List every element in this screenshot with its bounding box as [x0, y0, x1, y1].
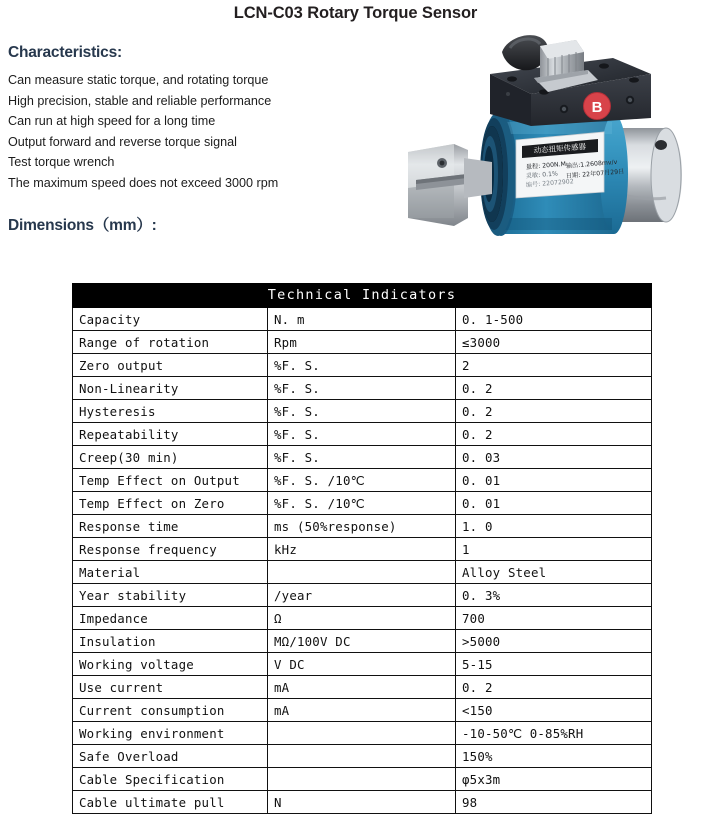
row-name: Use current	[73, 676, 268, 699]
product-photo	[398, 22, 711, 270]
row-unit: %F. S. /10℃	[268, 469, 456, 492]
svg-text:灵敏: 0.1%: 灵敏: 0.1%	[525, 170, 559, 180]
row-name: Temp Effect on Zero	[73, 492, 268, 515]
row-unit: ms (50%response)	[268, 515, 456, 538]
row-name: Range of rotation	[73, 331, 268, 354]
table-row	[73, 676, 652, 699]
characteristics-section	[8, 44, 408, 193]
row-name: Response time	[73, 515, 268, 538]
row-name: Year stability	[73, 584, 268, 607]
characteristics-item: Can measure static torque, and rotating torque	[8, 73, 269, 87]
row-unit	[268, 745, 456, 768]
svg-text:编号: 22072902: 编号: 22072902	[525, 178, 574, 189]
table-row	[73, 400, 652, 423]
row-unit: V DC	[268, 653, 456, 676]
svg-text:日期: 22年07月29日: 日期: 22年07月29日	[565, 168, 625, 180]
table-row	[73, 446, 652, 469]
row-value: 1. 0	[456, 515, 652, 538]
table-row	[73, 492, 652, 515]
table-row	[73, 699, 652, 722]
row-unit: %F. S.	[268, 446, 456, 469]
row-value: 0. 2	[456, 400, 652, 423]
row-value: 2	[456, 354, 652, 377]
row-name: Cable ultimate pull	[73, 791, 268, 814]
row-unit: Rpm	[268, 331, 456, 354]
row-value: 0. 2	[456, 377, 652, 400]
characteristics-item: Can run at high speed for a long time	[8, 114, 216, 128]
row-value: ≤3000	[456, 331, 652, 354]
row-name: Insulation	[73, 630, 268, 653]
row-name: Creep(30 min)	[73, 446, 268, 469]
table-body	[73, 308, 652, 814]
row-value: 150%	[456, 745, 652, 768]
row-value: 5-15	[456, 653, 652, 676]
row-value: -10-50℃ 0-85%RH	[456, 722, 652, 745]
table-title-row	[73, 284, 652, 308]
table-row	[73, 768, 652, 791]
row-name: Repeatability	[73, 423, 268, 446]
technical-indicators-table	[72, 283, 651, 814]
row-unit: Ω	[268, 607, 456, 630]
row-unit: kHz	[268, 538, 456, 561]
table-row	[73, 791, 652, 814]
table-row	[73, 561, 652, 584]
table-row	[73, 584, 652, 607]
row-unit: %F. S.	[268, 423, 456, 446]
row-value: 0. 03	[456, 446, 652, 469]
row-name: Cable Specification	[73, 768, 268, 791]
svg-text:B: B	[591, 99, 603, 116]
row-name: Non-Linearity	[73, 377, 268, 400]
row-unit: /year	[268, 584, 456, 607]
table-row	[73, 515, 652, 538]
row-unit: N. m	[268, 308, 456, 331]
row-value: <150	[456, 699, 652, 722]
row-value: 0. 3%	[456, 584, 652, 607]
row-name: Hysteresis	[73, 400, 268, 423]
row-unit	[268, 561, 456, 584]
table-row	[73, 722, 652, 745]
table-row	[73, 377, 652, 400]
table-row	[73, 354, 652, 377]
row-value: 98	[456, 791, 652, 814]
row-name: Temp Effect on Output	[73, 469, 268, 492]
table-row	[73, 607, 652, 630]
row-name: Working voltage	[73, 653, 268, 676]
row-name: Safe Overload	[73, 745, 268, 768]
dimensions-heading: Dimensions（mm）:	[8, 217, 157, 234]
row-unit: mA	[268, 676, 456, 699]
row-value: 0. 2	[456, 676, 652, 699]
table-row	[73, 653, 652, 676]
table-row	[73, 538, 652, 561]
row-name: Working environment	[73, 722, 268, 745]
row-unit: %F. S.	[268, 354, 456, 377]
row-value: 700	[456, 607, 652, 630]
characteristics-item: The maximum speed does not exceed 3000 rpm	[8, 175, 279, 190]
row-unit: %F. S.	[268, 400, 456, 423]
characteristics-item: Output forward and reverse torque signal	[8, 134, 237, 149]
row-unit: N	[268, 791, 456, 814]
badge-b	[584, 93, 611, 120]
row-value: 0. 2	[456, 423, 652, 446]
table-title: Technical Indicators	[73, 284, 652, 308]
table-row	[73, 630, 652, 653]
table-row	[73, 745, 652, 768]
row-value: 0. 01	[456, 469, 652, 492]
page-title: LCN-C03 Rotary Torque Sensor	[233, 4, 478, 22]
table-row	[73, 331, 652, 354]
row-unit: MΩ/100V DC	[268, 630, 456, 653]
table-row	[73, 308, 652, 331]
row-unit: %F. S.	[268, 377, 456, 400]
row-value: 1	[456, 538, 652, 561]
row-unit: %F. S. /10℃	[268, 492, 456, 515]
characteristics-heading: Characteristics:	[8, 44, 122, 61]
row-name: Zero output	[73, 354, 268, 377]
row-value: 0. 01	[456, 492, 652, 515]
row-name: Impedance	[73, 607, 268, 630]
table-row	[73, 423, 652, 446]
row-name: Current consumption	[73, 699, 268, 722]
row-unit	[268, 722, 456, 745]
row-unit	[268, 768, 456, 791]
row-value: Alloy Steel	[456, 561, 652, 584]
characteristics-item: High precision, stable and reliable performance	[8, 93, 272, 108]
row-name: Capacity	[73, 308, 268, 331]
input-flange-left	[408, 144, 492, 226]
row-name: Response frequency	[73, 538, 268, 561]
row-unit: mA	[268, 699, 456, 722]
svg-text:动态扭矩传感器: 动态扭矩传感器	[533, 141, 587, 156]
row-value: >5000	[456, 630, 652, 653]
table-row	[73, 469, 652, 492]
svg-text:输出:1.2608mv/v: 输出:1.2608mv/v	[565, 158, 618, 170]
characteristics-item: Test torque wrench	[8, 155, 115, 169]
characteristics-list	[8, 70, 408, 193]
row-value: φ5x3m	[456, 768, 652, 791]
row-value: 0. 1-500	[456, 308, 652, 331]
row-name: Material	[73, 561, 268, 584]
svg-text:量程: 200N.M: 量程: 200N.M	[525, 160, 567, 171]
